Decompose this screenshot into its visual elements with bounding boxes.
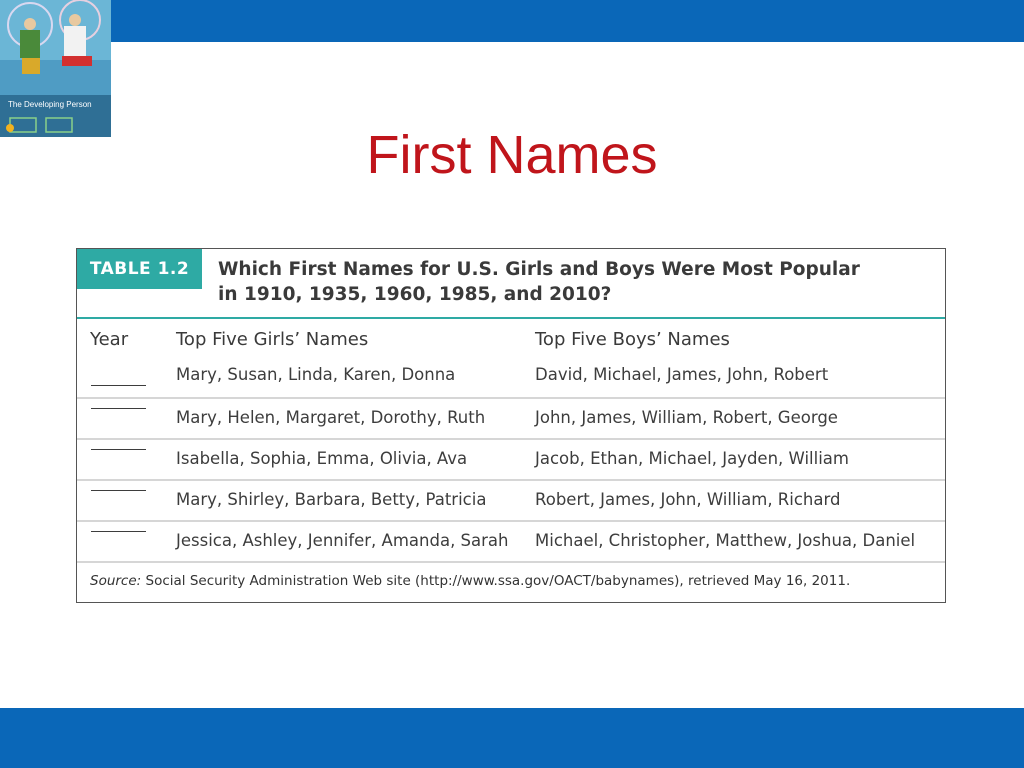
table-row <box>77 440 945 481</box>
table-row <box>77 359 945 399</box>
year-blank <box>91 385 146 386</box>
bottom-banner <box>0 708 1024 768</box>
table-number-tag: TABLE 1.2 <box>77 249 202 289</box>
boys-names-cell: David, Michael, James, John, Robert <box>535 365 829 384</box>
boys-names-cell: John, James, William, Robert, George <box>535 408 838 427</box>
year-blank <box>91 531 146 532</box>
girls-names-cell: Mary, Shirley, Barbara, Betty, Patricia <box>176 490 487 509</box>
table-row <box>77 522 945 563</box>
slide-title: First Names <box>366 125 658 185</box>
boys-names-cell: Michael, Christopher, Matthew, Joshua, Daniel <box>535 531 916 550</box>
column-header-year: Year <box>90 329 129 350</box>
table-caption-line2: in 1910, 1935, 1960, 1985, and 2010? <box>218 284 612 305</box>
source-label: Source: <box>90 573 142 589</box>
boys-names-cell: Jacob, Ethan, Michael, Jayden, William <box>535 449 849 468</box>
table-caption <box>218 257 928 307</box>
table-row <box>77 399 945 440</box>
year-blank <box>91 449 146 450</box>
boys-names-cell: Robert, James, John, William, Richard <box>535 490 841 509</box>
girls-names-cell: Mary, Susan, Linda, Karen, Donna <box>176 365 456 384</box>
table-caption-line1: Which First Names for U.S. Girls and Boys Were Most Popular <box>218 259 860 280</box>
girls-names-cell: Isabella, Sophia, Emma, Olivia, Ava <box>176 449 468 468</box>
book-cover-image <box>0 0 111 137</box>
table-row <box>77 481 945 522</box>
year-blank <box>91 490 146 491</box>
column-headers <box>77 319 945 359</box>
year-blank <box>91 408 146 409</box>
book-cover-title: The Developing Person <box>8 100 92 109</box>
table-header <box>77 249 945 319</box>
column-header-boys: Top Five Boys’ Names <box>535 329 730 350</box>
girls-names-cell: Mary, Helen, Margaret, Dorothy, Ruth <box>176 408 486 427</box>
top-banner <box>0 0 1024 42</box>
source-text: Social Security Administration Web site (http://www.ssa.gov/OACT/babynames), retrieved May 16, 2011. <box>145 573 851 589</box>
girls-names-cell: Jessica, Ashley, Jennifer, Amanda, Sarah <box>176 531 509 550</box>
column-header-girls: Top Five Girls’ Names <box>176 329 369 350</box>
table-source-note <box>90 573 850 589</box>
book-cover-art <box>0 0 111 137</box>
names-table <box>76 248 946 603</box>
